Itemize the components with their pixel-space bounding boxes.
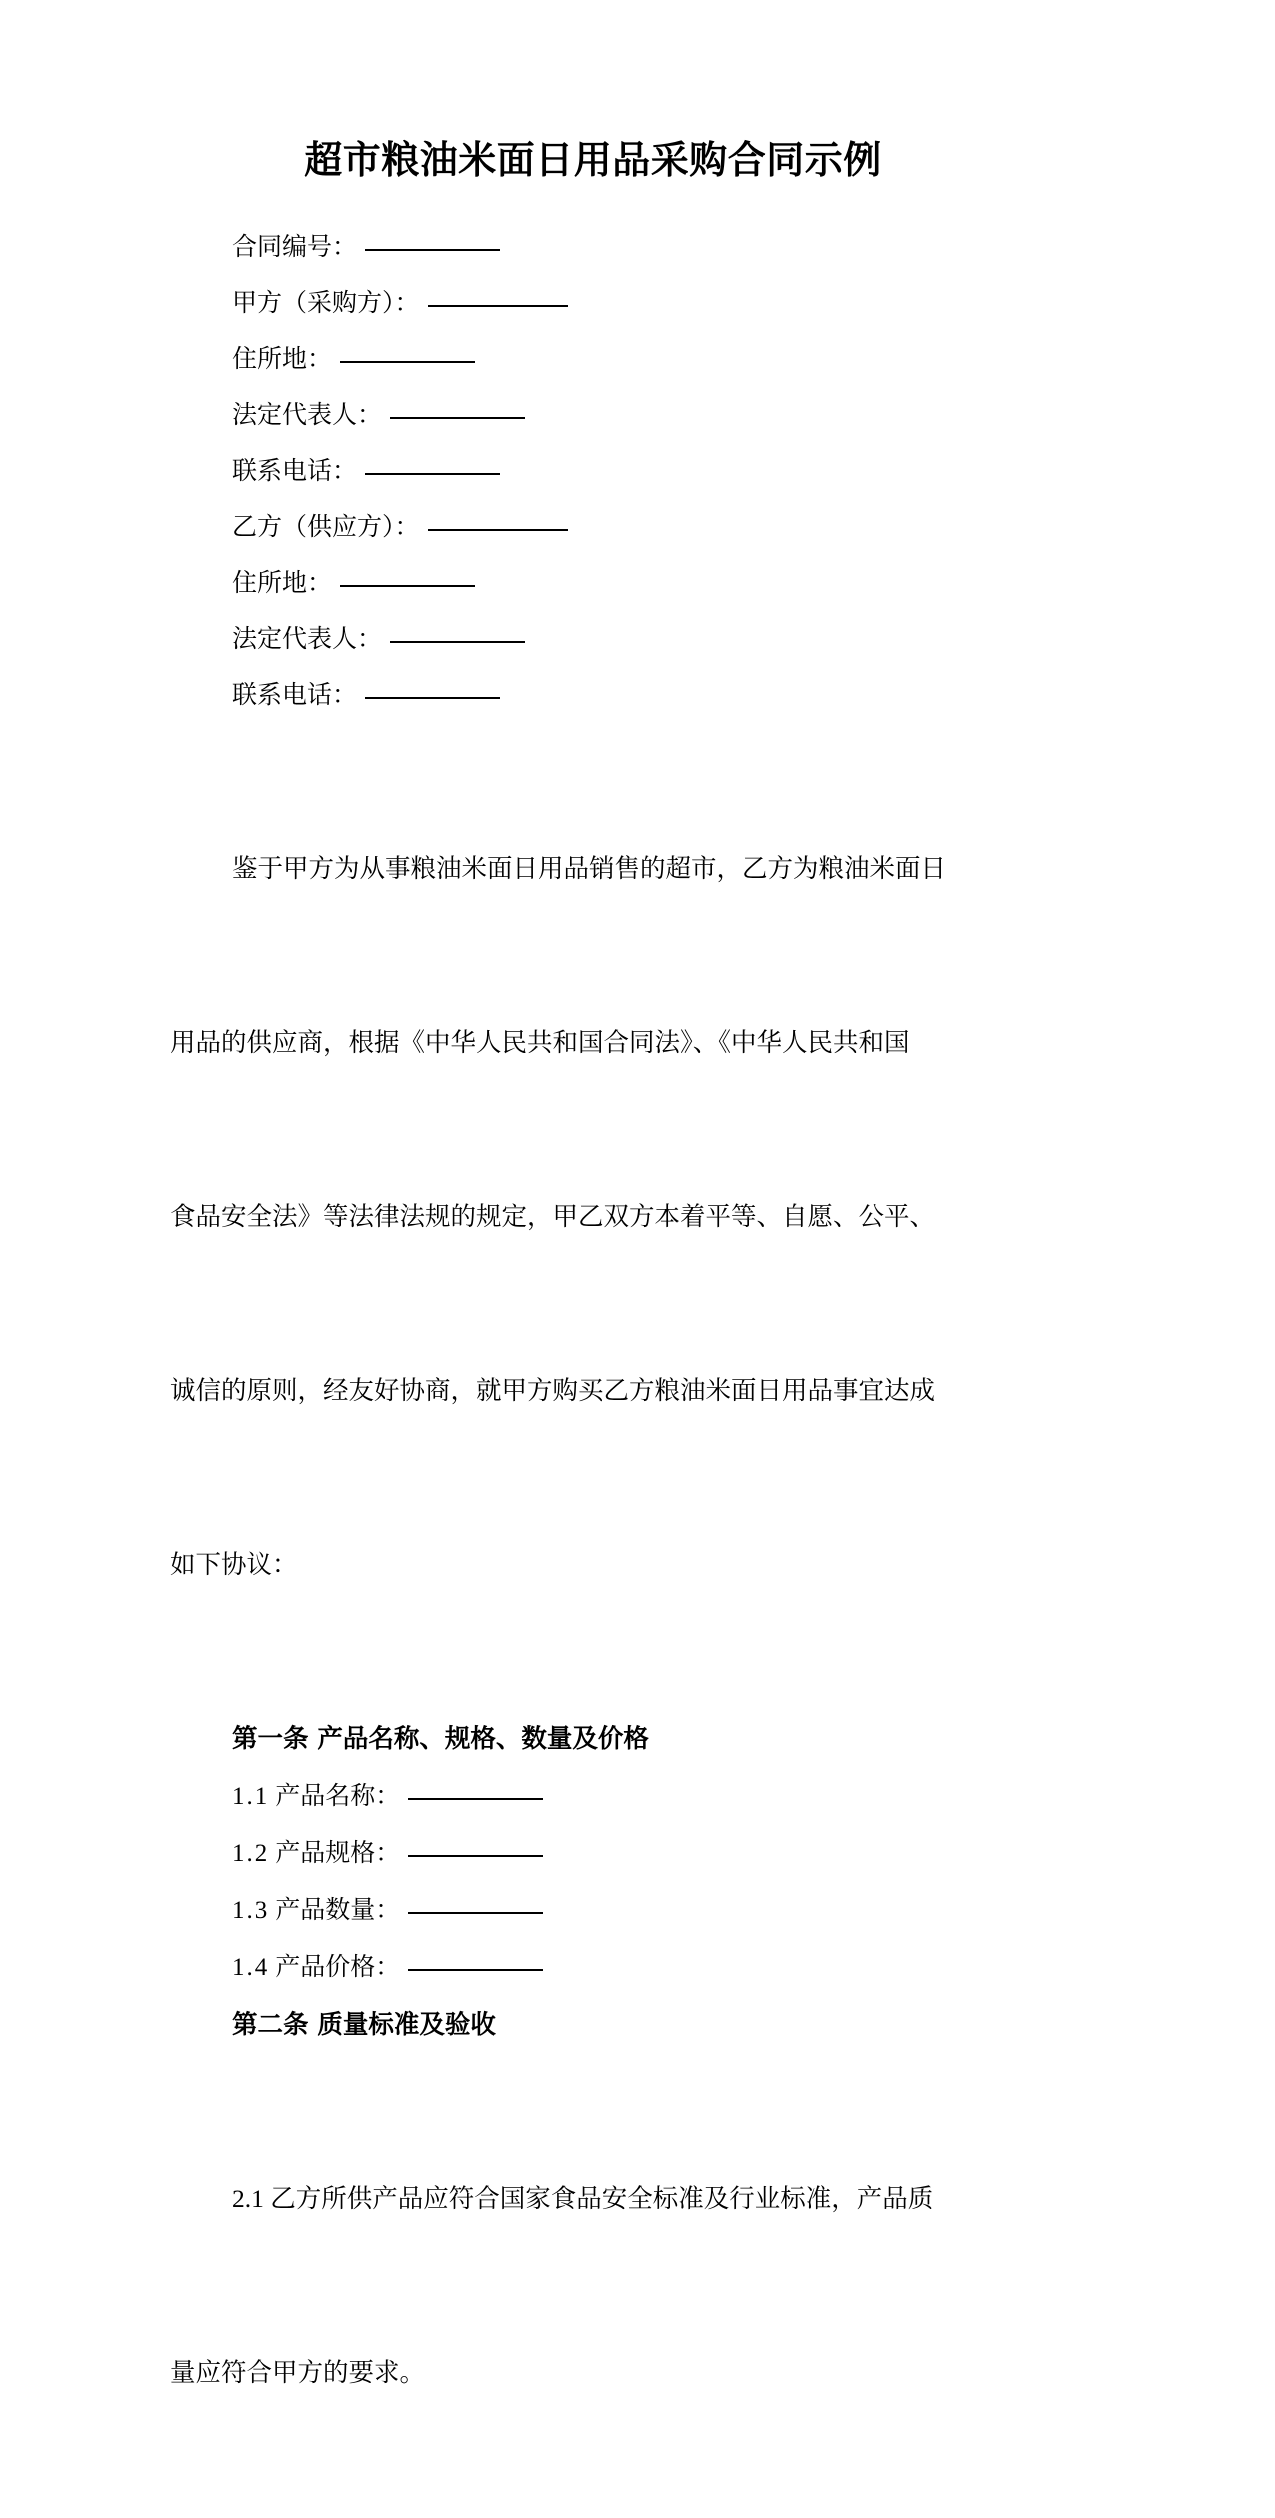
field-label: 法定代表人： — [232, 625, 383, 653]
item-1-3 — [170, 1882, 1016, 1939]
preamble-line: 鉴于甲方为从事粮油米面日用品销售的超市，乙方为粮油米面日 — [232, 853, 947, 883]
parties-field-block — [170, 220, 1016, 724]
article-2-heading: 第二条 质量标准及验收 — [232, 2009, 496, 2040]
field-label: 住所地： — [232, 569, 333, 597]
field-party-a-address — [170, 332, 1016, 388]
item-label: 产品价格： — [275, 1953, 401, 1981]
preamble-line: 诚信的原则，经友好协商，就甲方购买乙方粮油米面日用品事宜达成 — [170, 1375, 936, 1405]
field-label: 乙方（供应方）： — [232, 513, 420, 541]
fill-in-blank[interactable] — [408, 1912, 543, 1914]
fill-in-blank[interactable] — [365, 249, 500, 251]
item-label: 产品规格： — [275, 1839, 401, 1867]
fill-in-blank[interactable] — [340, 585, 475, 587]
field-party-b-address — [170, 556, 1016, 612]
item-1-1 — [170, 1768, 1016, 1825]
field-party-a-phone — [170, 444, 1016, 500]
clause-line: 量应符合甲方的要求。 — [170, 2357, 426, 2387]
preamble-line: 用品的供应商，根据《中华人民共和国合同法》、《中华人民共和国 — [170, 1027, 910, 1057]
item-1-2 — [170, 1825, 1016, 1882]
document-content — [170, 0, 1016, 2518]
field-label: 甲方（采购方）： — [232, 289, 420, 317]
item-number: 1.3 — [232, 1896, 270, 1924]
fill-in-blank[interactable] — [390, 641, 525, 643]
field-contract-number — [170, 220, 1016, 276]
field-party-b-name — [170, 500, 1016, 556]
field-label: 合同编号： — [232, 233, 358, 261]
item-number: 1.2 — [232, 1839, 270, 1867]
page-title: 超市粮油米面日用品采购合同示例 — [304, 138, 882, 182]
fill-in-blank[interactable] — [428, 529, 568, 531]
field-party-a-legal-representative — [170, 388, 1016, 444]
preamble-line: 食品安全法》等法律法规的规定，甲乙双方本着平等、自愿、公平、 — [170, 1201, 936, 1231]
fill-in-blank[interactable] — [365, 473, 500, 475]
field-label: 住所地： — [232, 345, 333, 373]
item-1-4 — [170, 1939, 1016, 1996]
field-party-b-phone — [170, 668, 1016, 724]
field-label: 法定代表人： — [232, 401, 383, 429]
field-label: 联系电话： — [232, 457, 358, 485]
field-party-a-name — [170, 276, 1016, 332]
item-label: 产品名称： — [275, 1782, 401, 1810]
field-party-b-legal-representative — [170, 612, 1016, 668]
clause-2-1 — [170, 2054, 1016, 2518]
fill-in-blank[interactable] — [365, 697, 500, 699]
item-number: 1.4 — [232, 1953, 270, 1981]
fill-in-blank[interactable] — [390, 417, 525, 419]
item-number: 1.1 — [232, 1782, 270, 1810]
fill-in-blank[interactable] — [408, 1969, 543, 1971]
clause-line: 2.1 乙方所供产品应符合国家食品安全标准及行业标准，产品质 — [232, 2183, 934, 2213]
preamble-paragraph — [170, 724, 1016, 1710]
fill-in-blank[interactable] — [408, 1798, 543, 1800]
item-label: 产品数量： — [275, 1896, 401, 1924]
article-1-heading: 第一条 产品名称、规格、数量及价格 — [232, 1723, 649, 1754]
preamble-line: 如下协议： — [170, 1549, 298, 1579]
field-label: 联系电话： — [232, 681, 358, 709]
fill-in-blank[interactable] — [340, 361, 475, 363]
fill-in-blank[interactable] — [408, 1855, 543, 1857]
fill-in-blank[interactable] — [428, 305, 568, 307]
